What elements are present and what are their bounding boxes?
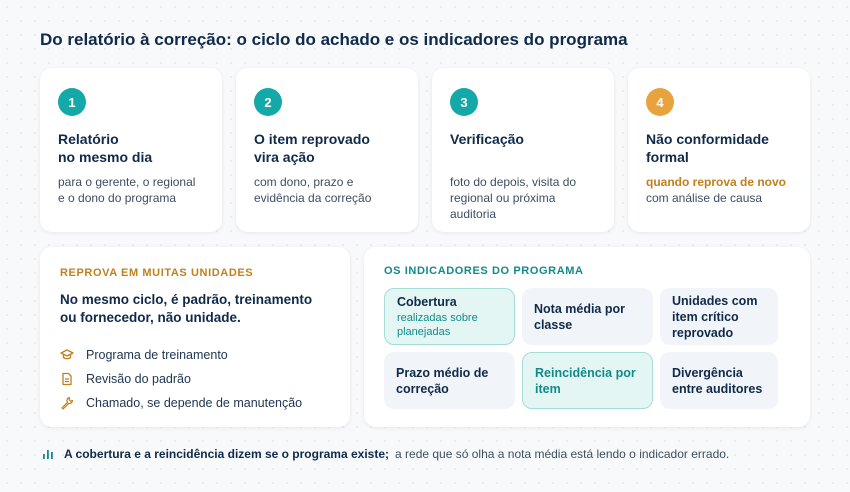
indicator-unidades-critico xyxy=(660,288,778,345)
indicators-grid xyxy=(384,288,790,409)
indicator-label: Reincidência por item xyxy=(535,365,636,396)
step-number-badge: 2 xyxy=(254,88,282,116)
bar-chart-icon xyxy=(42,448,54,460)
list-item xyxy=(60,343,330,367)
step-number-badge: 4 xyxy=(646,88,674,116)
indicator-divergencia xyxy=(660,352,778,409)
graduation-cap-icon xyxy=(60,348,74,362)
step-description: para o gerente, o regional e o dono do programa xyxy=(58,175,196,205)
step-title: Relatório no mesmo dia xyxy=(58,131,153,165)
list-item-text: Chamado, se depende de manutenção xyxy=(86,396,303,410)
indicator-label: Prazo médio de correção xyxy=(396,365,489,396)
step-title: Verificação xyxy=(450,131,524,147)
indicator-label: Nota média por classe xyxy=(534,301,625,332)
indicator-label: Divergência entre auditores xyxy=(672,365,763,396)
indicator-reincidencia xyxy=(522,352,653,409)
step-description: com dono, prazo e evidência da correção xyxy=(254,175,372,205)
wrench-icon xyxy=(60,396,74,410)
step-emphasis: quando reprova de novo xyxy=(646,175,787,189)
step-card-4 xyxy=(628,68,810,232)
indicator-cobertura xyxy=(384,288,515,345)
step-title: Não conformidade formal xyxy=(646,131,769,165)
indicator-nota-media xyxy=(522,288,653,345)
indicators-label: OS INDICADORES DO PROGRAMA xyxy=(384,265,584,277)
reprova-label: REPROVA EM MUITAS UNIDADES xyxy=(60,267,254,279)
reprova-card xyxy=(40,247,350,427)
indicator-label: Cobertura xyxy=(397,295,457,309)
step-description: com análise de causa xyxy=(646,191,763,205)
step-description: foto do depois, visita do regional ou próxima auditoria xyxy=(450,175,577,221)
list-item-text: Programa de treinamento xyxy=(86,348,228,362)
document-icon xyxy=(60,372,74,386)
footer-strong: A cobertura e a reincidência dizem se o programa existe; xyxy=(64,447,390,461)
indicator-sublabel: realizadas sobre planejadas xyxy=(397,312,478,338)
step-number-badge: 1 xyxy=(58,88,86,116)
list-item xyxy=(60,391,330,415)
reprova-list xyxy=(60,343,330,415)
footer-note xyxy=(42,447,729,461)
page-title: Do relatório à correção: o ciclo do achado e os indicadores do programa xyxy=(40,30,628,49)
reprova-headline: No mesmo ciclo, é padrão, treinamento ou fornecedor, não unidade. xyxy=(60,292,313,325)
step-card-3 xyxy=(432,68,614,232)
step-card-2 xyxy=(236,68,418,232)
list-item xyxy=(60,367,330,391)
indicator-label: Unidades com item crítico reprovado xyxy=(672,293,758,340)
footer-rest: a rede que só olha a nota média está lendo o indicador errado. xyxy=(395,447,730,461)
indicator-prazo-medio xyxy=(384,352,515,409)
list-item-text: Revisão do padrão xyxy=(86,372,191,386)
step-card-1 xyxy=(40,68,222,232)
step-title: O item reprovado vira ação xyxy=(254,131,370,165)
indicators-card xyxy=(364,247,810,427)
step-number-badge: 3 xyxy=(450,88,478,116)
